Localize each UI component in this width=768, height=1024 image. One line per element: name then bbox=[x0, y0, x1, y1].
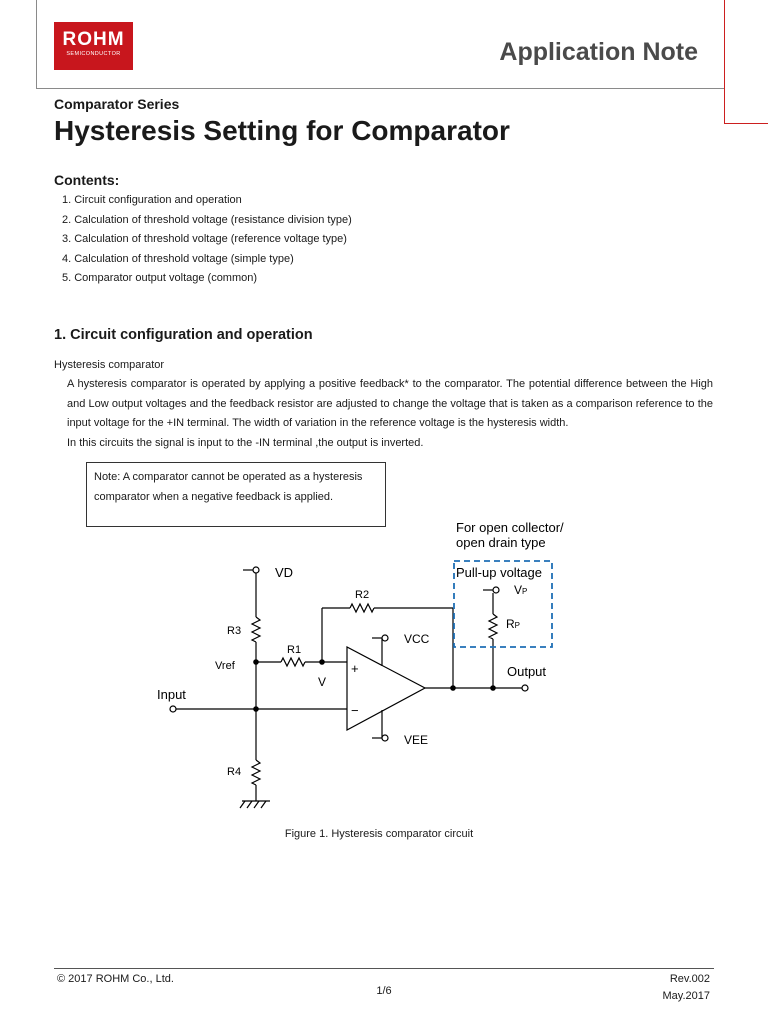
label-vp-sub: P bbox=[522, 587, 528, 596]
rohm-logo bbox=[54, 22, 133, 70]
vee-terminal bbox=[382, 735, 388, 741]
contents-heading: Contents: bbox=[54, 172, 120, 188]
label-pullup: Pull-up voltage bbox=[456, 565, 542, 580]
hysteresis-circuit-diagram bbox=[0, 510, 768, 820]
label-open-collector-1: For open collector/ bbox=[456, 520, 564, 535]
input-terminal bbox=[170, 706, 176, 712]
section-body bbox=[67, 375, 713, 453]
label-rp bbox=[506, 617, 520, 631]
toc-item[interactable]: 5. Comparator output voltage (common) bbox=[62, 272, 258, 284]
label-input: Input bbox=[157, 687, 186, 702]
header-left-rule bbox=[36, 0, 37, 88]
label-v: V bbox=[318, 675, 327, 689]
logo-sub: SEMICONDUCTOR bbox=[66, 51, 121, 57]
label-r2: R2 bbox=[355, 589, 370, 601]
label-r1: R1 bbox=[287, 644, 302, 656]
label-vcc: VCC bbox=[404, 632, 430, 646]
junction-dot bbox=[450, 685, 456, 691]
series-label: Comparator Series bbox=[54, 96, 180, 112]
r4-resistor bbox=[252, 760, 260, 785]
contents-list bbox=[62, 192, 352, 290]
header-right-red-tick bbox=[724, 123, 768, 124]
body-paragraph: In this circuits the signal is input to the -IN terminal ,the output is inverted. bbox=[67, 436, 424, 449]
figure-caption: Figure 1. Hysteresis comparator circuit bbox=[284, 828, 474, 840]
label-vref: Vref bbox=[215, 660, 235, 672]
footer-page-number: 1/6 bbox=[376, 985, 392, 997]
junction-dot bbox=[253, 659, 259, 665]
junction-dot bbox=[253, 706, 259, 712]
ground-hatch bbox=[254, 801, 259, 808]
label-vp-main: V bbox=[514, 583, 523, 597]
junction-dot bbox=[319, 659, 325, 665]
r3-resistor bbox=[252, 617, 260, 642]
label-minus: − bbox=[351, 703, 359, 718]
vd-terminal bbox=[253, 567, 259, 573]
footer-date: May.2017 bbox=[662, 990, 710, 1002]
label-vp bbox=[514, 583, 527, 597]
r2-resistor bbox=[350, 604, 374, 612]
ground-hatch bbox=[240, 801, 245, 808]
body-paragraph: A hysteresis comparator is operated by applying a positive feedback* to the comparator. The potential difference between the High and Low output voltages and the feedback resistor are adjusted to change the voltage that is taken as a comparison reference to the input voltage for the +IN terminal. The width of variation in the reference voltage is the hysteresis width. bbox=[67, 378, 713, 429]
label-output: Output bbox=[507, 664, 547, 679]
comparator-symbol bbox=[347, 647, 425, 730]
label-vee: VEE bbox=[404, 733, 429, 747]
rp-resistor bbox=[489, 614, 497, 639]
label-r3: R3 bbox=[227, 625, 242, 637]
footer-copyright: © 2017 ROHM Co., Ltd. bbox=[57, 973, 174, 985]
ground-hatch bbox=[261, 801, 266, 808]
junction-dot bbox=[490, 685, 496, 691]
vp-terminal bbox=[493, 587, 499, 593]
label-plus: + bbox=[351, 661, 359, 676]
section-heading: 1. Circuit configuration and operation bbox=[54, 327, 313, 343]
footer-rev: Rev.002 bbox=[669, 973, 710, 985]
label-vd: VD bbox=[275, 565, 294, 580]
output-terminal bbox=[522, 685, 528, 691]
vcc-terminal bbox=[382, 635, 388, 641]
doc-type: Application Note bbox=[499, 38, 698, 66]
section-subheading: Hysteresis comparator bbox=[54, 359, 165, 371]
header-right-red-rule bbox=[724, 0, 725, 124]
toc-item[interactable]: 3. Calculation of threshold voltage (reference voltage type) bbox=[62, 233, 347, 245]
label-open-collector-2: open drain type bbox=[456, 535, 546, 550]
toc-item[interactable]: 2. Calculation of threshold voltage (resistance division type) bbox=[62, 213, 352, 226]
header-bottom-rule bbox=[36, 88, 724, 89]
ground-hatch bbox=[247, 801, 252, 808]
logo-brand: ROHM bbox=[62, 29, 125, 50]
page-title: Hysteresis Setting for Comparator bbox=[54, 115, 510, 146]
label-rp-main: R bbox=[506, 617, 515, 631]
label-rp-sub: P bbox=[514, 621, 521, 630]
footer-rule bbox=[54, 968, 714, 969]
note-box: Note: A comparator cannot be operated as a hysteresis comparator when a negative feedback is applied. bbox=[86, 462, 386, 527]
r1-resistor bbox=[281, 658, 305, 666]
toc-item[interactable]: 1. Circuit configuration and operation bbox=[62, 194, 242, 206]
label-r4: R4 bbox=[227, 766, 242, 778]
toc-item[interactable]: 4. Calculation of threshold voltage (simple type) bbox=[62, 252, 294, 265]
